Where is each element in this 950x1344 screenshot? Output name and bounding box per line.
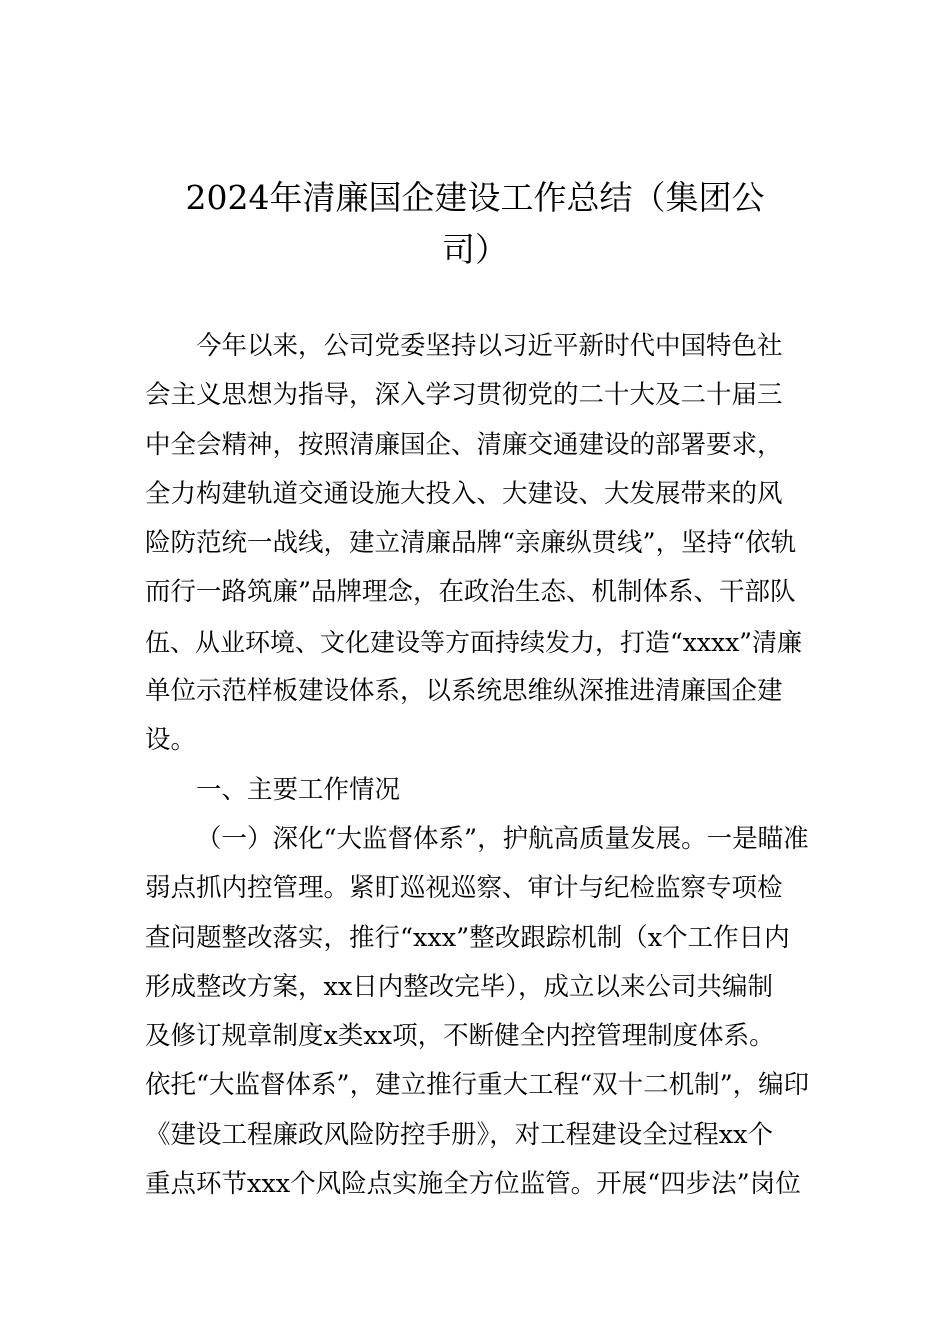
paragraph-line: 弱点抓内控管理。紧盯巡视巡察、审计与纪检监察专项检 <box>145 873 783 904</box>
section-heading: 一、主要工作情况 <box>196 774 401 805</box>
title-line: 2024年清廉国企建设工作总结（集团公 <box>185 178 765 217</box>
paragraph-line: 形成整改方案，xx日内整改完毕），成立以来公司共编制 <box>145 971 774 1002</box>
paragraph-line: 设。 <box>145 725 197 756</box>
paragraph-line: 及修订规章制度x类xx项，不断健全内控管理制度体系。 <box>145 1021 775 1052</box>
document-body <box>145 322 810 1209</box>
paragraph-line: 中全会精神，按照清廉国企、清廉交通建设的部署要求， <box>145 429 783 460</box>
paragraph-line: 而行一路筑廉”品牌理念，在政治生态、机制体系、干部队 <box>145 577 796 608</box>
paragraph-line: 依托“大监督体系”，建立推行重大工程“双十二机制”，编印 <box>145 1070 810 1101</box>
paragraph-line: 查问题整改落实，推行“xxx”整改跟踪机制（x个工作日内 <box>145 922 790 953</box>
paragraph-line: 伍、从业环境、文化建设等方面持续发力，打造“xxxx”清廉 <box>145 627 802 657</box>
document-title <box>145 172 805 276</box>
paragraph-line: 会主义思想为指导，深入学习贯彻党的二十大及二十届三 <box>145 380 783 411</box>
paragraph-line: 重点环节xxx个风险点实施全方位监管。开展“四步法”岗位 <box>145 1169 801 1200</box>
title-line: 司） <box>442 230 508 269</box>
paragraph-line: 全力构建轨道交通设施大投入、大建设、大发展带来的风 <box>145 478 783 509</box>
paragraph-line: 《建设工程廉政风险防控手册》，对工程建设全过程xx个 <box>145 1119 774 1150</box>
paragraph-line: 险防范统一战线，建立清廉品牌“亲廉纵贯线”，坚持“依轨 <box>145 528 797 559</box>
paragraph-line: 今年以来，公司党委坚持以习近平新时代中国特色社 <box>196 331 783 361</box>
paragraph-line: 单位示范样板建设体系，以系统思维纵深推进清廉国企建 <box>145 676 783 707</box>
paragraph-line: （一）深化“大监督体系”，护航高质量发展。一是瞄准 <box>196 823 809 854</box>
